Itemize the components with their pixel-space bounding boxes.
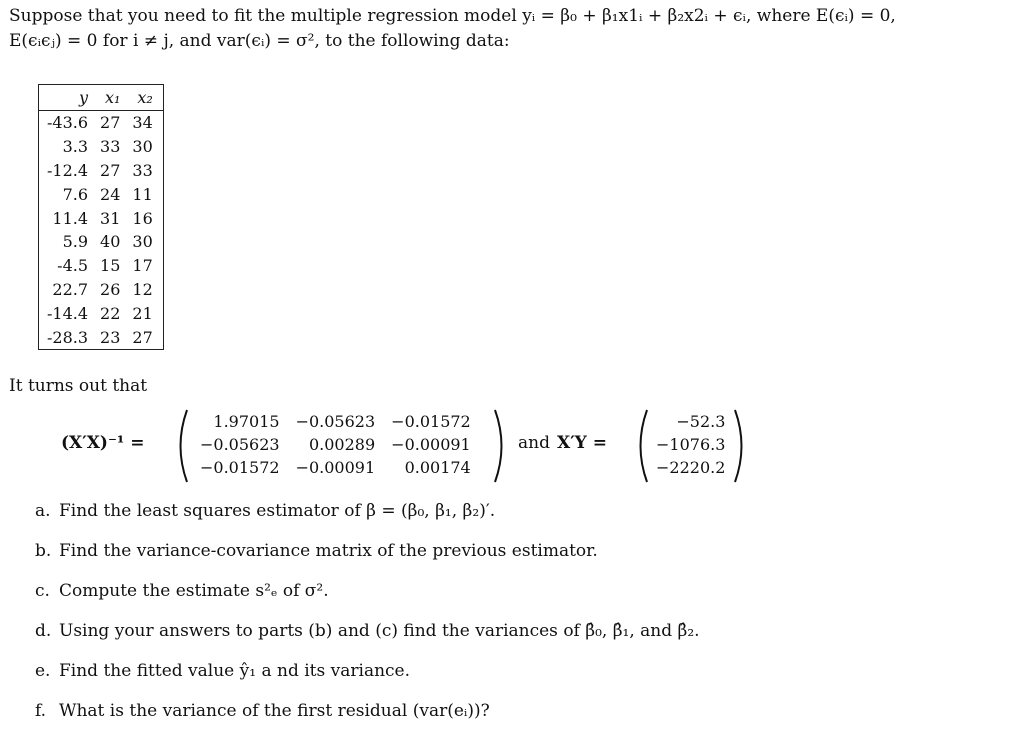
question-letter: a. [35,501,51,521]
table-row [39,325,164,349]
list-item [35,501,700,541]
variance-condition: var(ϵᵢ) = σ², [216,31,320,51]
index-condition: i ≠ j, [132,31,175,51]
table-cell: 3.3 [62,137,89,157]
list-item [35,621,700,661]
matrix-row [192,410,479,433]
list-item [35,581,700,621]
matrix-cell: −0.01572 [391,412,471,431]
left-paren-icon [172,408,190,484]
intro-line-2 [9,29,896,54]
table-cell: 12 [132,279,153,299]
table-cell: 22.7 [52,279,89,299]
column-header-x2: x₂ [126,85,163,111]
question-letter: b. [35,541,52,561]
question-letter: f. [35,701,47,721]
table-cell: 31 [100,208,121,228]
xtx-inverse-label: (X′X)⁻¹ = [61,433,145,453]
intro-line-1 [9,4,896,29]
intro-end: to the following data: [325,31,510,51]
matrix-row [192,456,479,479]
question-text: Using your answers to parts (b) and (c) find the variances of β̂₀, β̂₁, and β̂₂. [59,621,700,641]
table-cell: 11 [132,184,153,204]
table-cell: 23 [100,327,121,347]
table-row [39,278,164,302]
xty-label: X′Y = [557,433,607,453]
question-letter: c. [35,581,50,601]
intro-and: and [179,31,212,51]
question-text: Find the least squares estimator of β = (β₀, β₁, β₂)′. [59,501,496,521]
table-cell: 27 [132,327,153,347]
table-cell: 30 [132,232,153,252]
table-cell: -43.6 [47,113,89,133]
matrix-cell: −0.05623 [200,435,280,454]
covariance-condition: E(ϵᵢϵⱼ) = 0 [9,31,98,51]
list-item [35,701,700,741]
intro-text-b: where [756,6,811,26]
matrix-cell: 1.97015 [213,412,280,431]
table-cell: 40 [100,232,121,252]
matrix-row [648,410,733,433]
table-cell: 27 [100,160,121,180]
table-cell: 30 [132,137,153,157]
table-cell: -28.3 [47,327,89,347]
table-cell: -4.5 [57,256,89,276]
matrix-cell: −0.00091 [295,458,376,477]
matrix-cell: −2220.2 [656,458,726,477]
matrix-cell: −0.00091 [391,435,471,454]
list-item [35,661,700,701]
and-text: and [518,433,550,453]
regression-model: yᵢ = β₀ + β₁x1ᵢ + β₂x2ᵢ + ϵᵢ, [522,6,752,26]
table-cell: 24 [100,184,121,204]
table-cell: 26 [100,279,121,299]
question-text: Find the fitted value ŷ₁ a nd its variance. [59,661,411,681]
table-cell: 11.4 [52,208,89,228]
table-cell: 15 [100,256,121,276]
xtx-inverse-matrix [192,410,479,479]
column-header-y: y [39,85,95,111]
table-row [39,254,164,278]
data-table [38,84,164,350]
question-text: Find the variance-covariance matrix of the previous estimator. [59,541,598,561]
table-row [39,111,164,135]
matrix-cell: −1076.3 [656,435,726,454]
table-row [39,159,164,183]
table-row [39,135,164,159]
list-item [35,541,700,581]
table-header-row [39,85,164,111]
table-cell: -14.4 [47,303,89,323]
matrix-cell: −0.05623 [295,412,376,431]
table-cell: 34 [132,113,153,133]
table-cell: 33 [132,160,153,180]
question-letter: e. [35,661,51,681]
table-row [39,182,164,206]
xty-vector [648,410,733,479]
right-paren-icon [732,408,750,484]
matrix-cell: 0.00174 [404,458,471,477]
right-paren-icon [492,408,510,484]
intro-for: for [102,31,128,51]
matrix-cell: −0.01572 [200,458,280,477]
mean-condition: E(ϵᵢ) = 0, [815,6,896,26]
turns-out-text: It turns out that [9,376,148,396]
matrix-cell: 0.00289 [308,435,376,454]
column-header-x1: x₁ [94,85,126,111]
question-text: Compute the estimate s²ₑ of σ². [59,581,329,601]
question-letter: d. [35,621,52,641]
table-cell: -12.4 [47,160,89,180]
table-cell: 22 [100,303,121,323]
table-row [39,301,164,325]
problem-intro [9,4,896,54]
matrix-row [648,456,733,479]
table-cell: 17 [132,256,153,276]
matrix-cell: −52.3 [676,412,726,431]
table-cell: 16 [132,208,153,228]
table-row [39,230,164,254]
question-list [35,501,700,741]
matrix-row [648,433,733,456]
table-cell: 21 [132,303,153,323]
table-cell: 7.6 [62,184,89,204]
question-text: What is the variance of the first residual (var(eᵢ))? [59,701,490,721]
table-cell: 27 [100,113,121,133]
table-cell: 33 [100,137,121,157]
table-cell: 5.9 [62,232,89,252]
matrix-row [192,433,479,456]
table-row [39,206,164,230]
intro-text-a: Suppose that you need to fit the multiple regression model [9,6,517,26]
